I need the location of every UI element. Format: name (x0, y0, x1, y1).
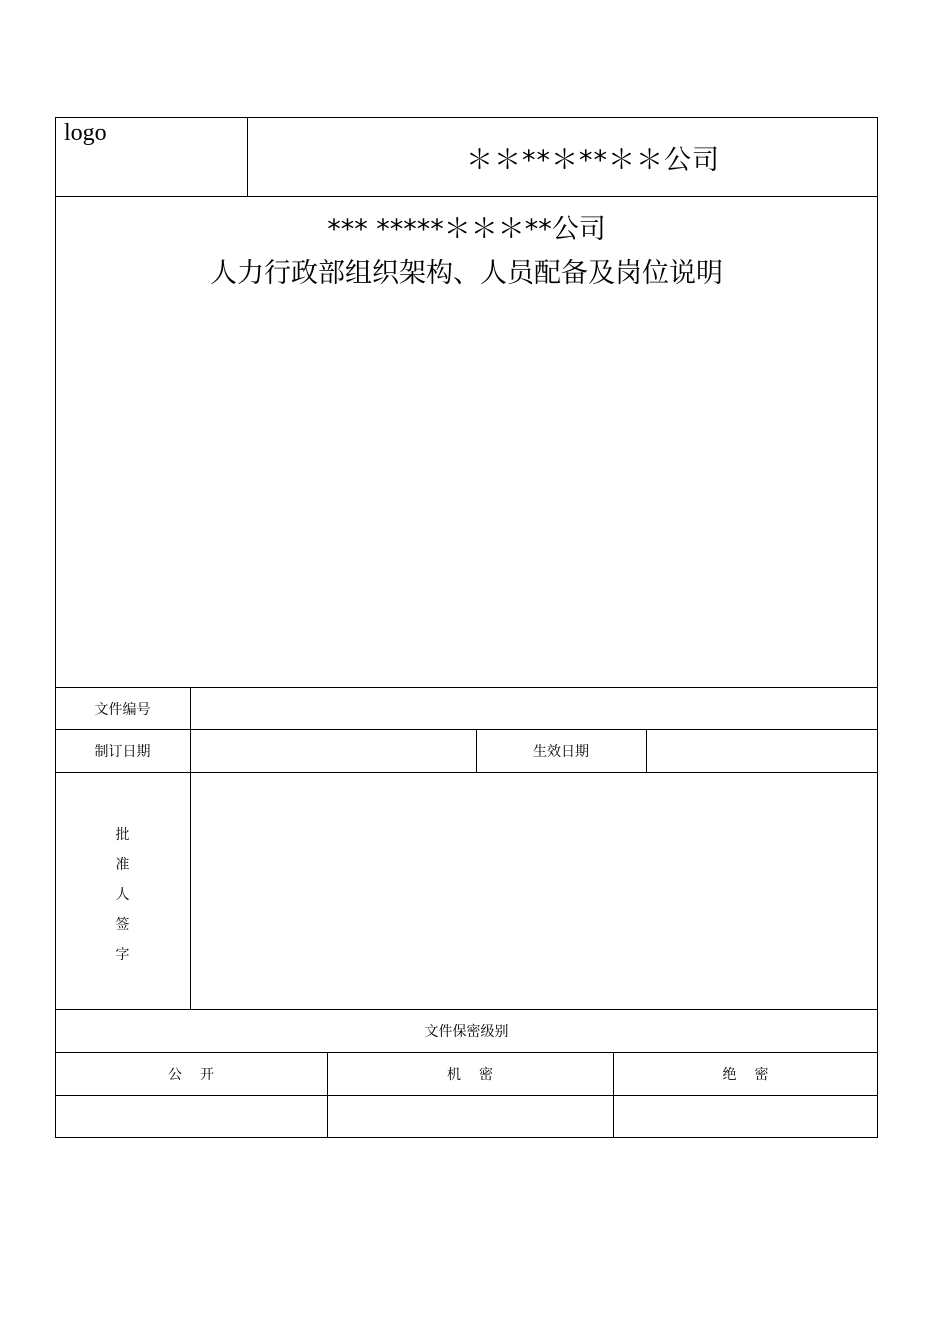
level-confidential-checkbox-cell[interactable] (327, 1096, 613, 1138)
approver-signature-label (55, 820, 190, 970)
header-bottom-rule (55, 196, 878, 197)
effective-date-label: 生效日期 (533, 744, 589, 760)
confidentiality-heading: 文件保密级别 (424, 1024, 509, 1040)
draft-date-field[interactable] (190, 730, 476, 772)
approver-label-char: 批 (115, 827, 130, 843)
approver-signature-field[interactable] (190, 773, 878, 1010)
level-confidential-label (327, 1053, 613, 1095)
approver-label-char: 字 (115, 947, 130, 963)
document-main-title: 人力行政部组织架构、人员配备及岗位说明 (210, 258, 723, 289)
doc-number-field[interactable] (190, 687, 878, 730)
level-top-secret-checkbox-cell[interactable] (613, 1096, 878, 1138)
draft-date-label: 制订日期 (94, 744, 151, 760)
level-public-label (55, 1053, 327, 1095)
column-rule (613, 1053, 614, 1138)
approver-label-char: 签 (115, 917, 130, 933)
effective-date-field[interactable] (646, 730, 878, 772)
level-top-secret-label (613, 1053, 878, 1095)
level-confidential-text: 机密 (447, 1067, 511, 1083)
level-public-checkbox-cell[interactable] (55, 1096, 327, 1138)
doc-number-label: 文件编号 (94, 701, 151, 718)
logo-placeholder: logo (64, 120, 107, 146)
level-public-text: 公开 (168, 1067, 232, 1083)
document-company-title: *** *****＊＊＊**公司 (327, 214, 606, 245)
approver-label-char: 准 (115, 857, 130, 873)
company-name-header: ＊＊**＊**＊＊公司 (466, 144, 720, 176)
column-rule (327, 1053, 328, 1138)
approver-label-char: 人 (115, 887, 130, 903)
level-top-secret-text: 绝密 (722, 1067, 787, 1083)
